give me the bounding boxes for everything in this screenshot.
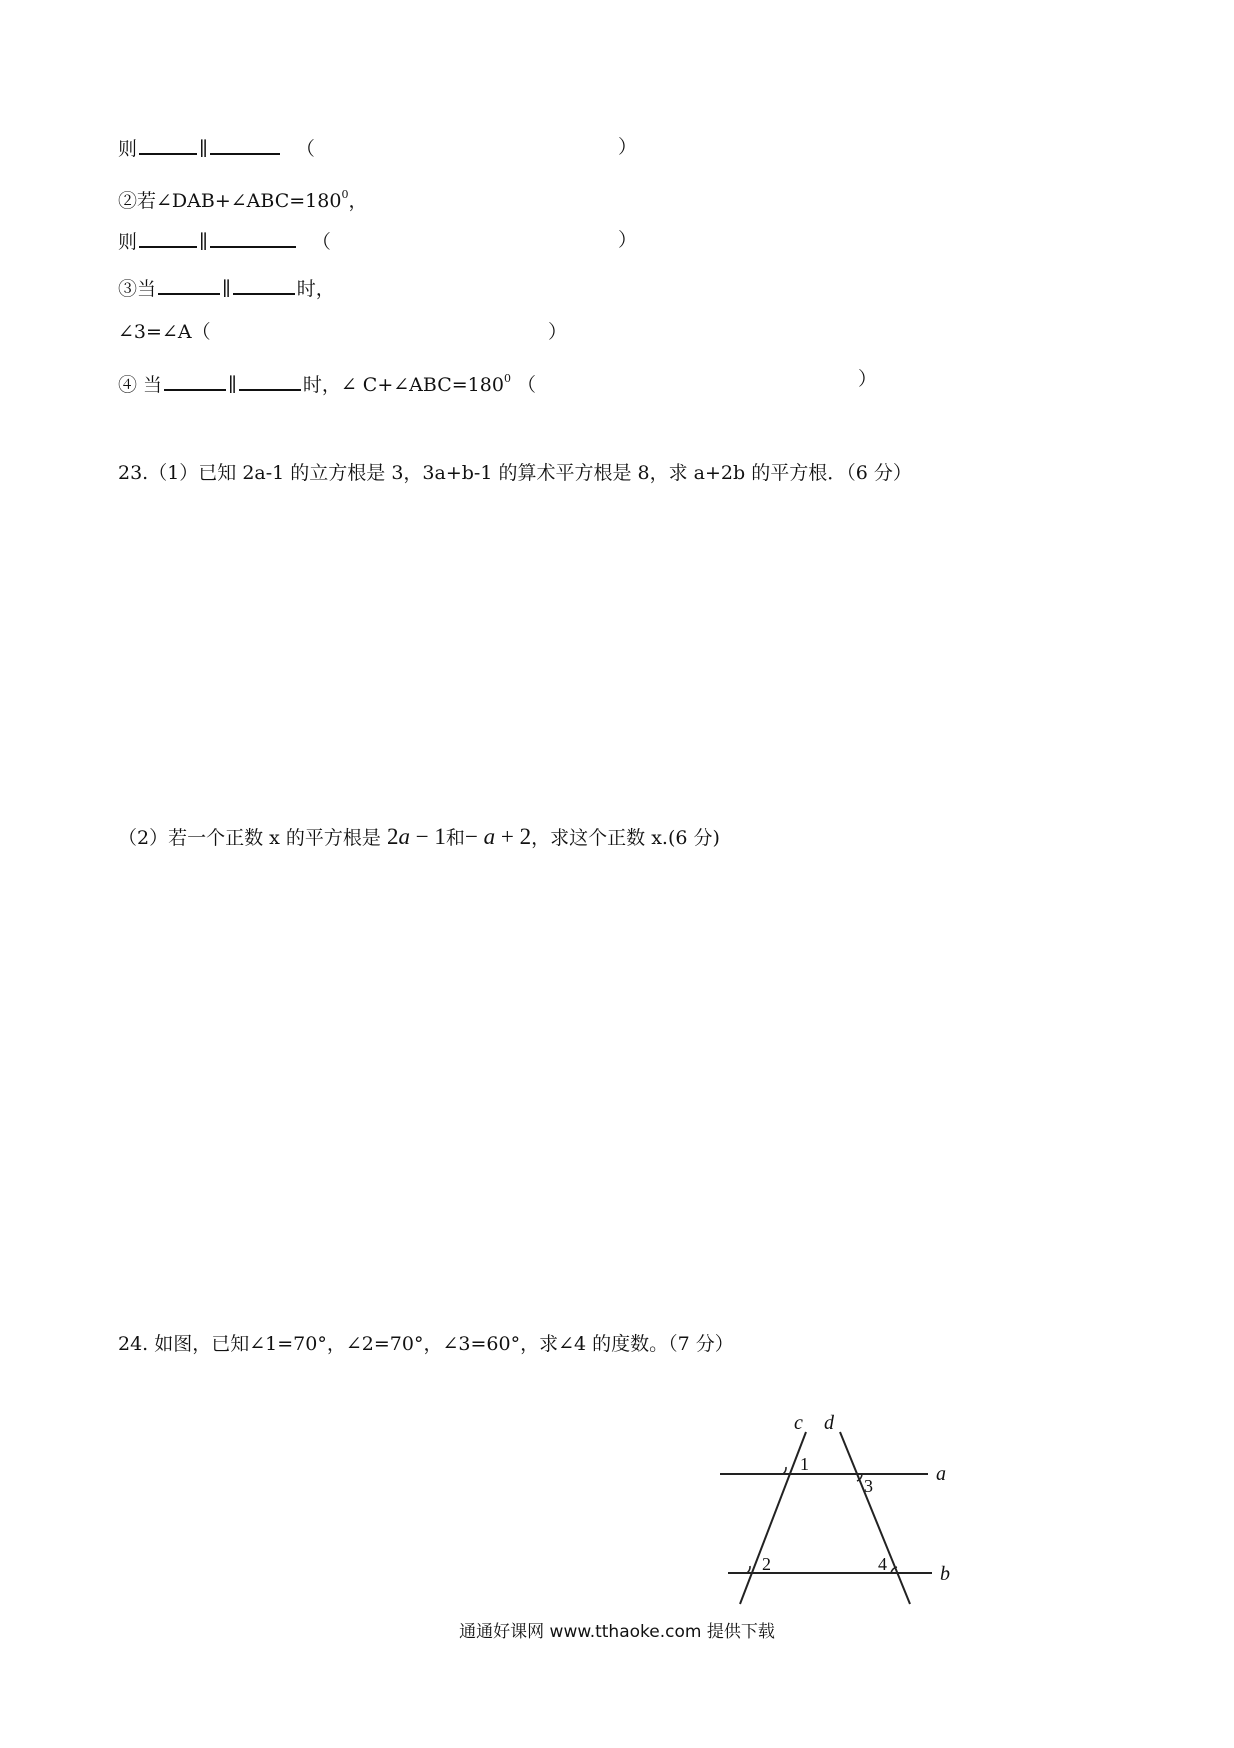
close-paren: ） bbox=[618, 229, 638, 251]
q22-line-6 bbox=[118, 367, 536, 397]
rest: + 2 bbox=[495, 824, 532, 849]
q24-text: 24. 如图，已知∠1=70°，∠2=70°，∠3=60°，求∠4 的度数。（7 分） bbox=[118, 1333, 734, 1355]
label-angle-3: 3 bbox=[864, 1476, 873, 1496]
parallel-lines-figure bbox=[710, 1410, 970, 1610]
q22-line-1 bbox=[118, 135, 315, 161]
label-angle-4: 4 bbox=[878, 1554, 887, 1574]
condition-text: ②若∠DAB+∠ABC=180 bbox=[118, 190, 342, 212]
label-a: a bbox=[936, 1463, 946, 1485]
q22-line-3 bbox=[118, 228, 331, 254]
label-b: b bbox=[940, 1563, 950, 1585]
label-angle-2: 2 bbox=[762, 1554, 771, 1574]
answer-blank[interactable] bbox=[210, 135, 280, 155]
parallel-symbol: ∥ bbox=[199, 138, 208, 160]
parallel-symbol: ∥ bbox=[199, 231, 208, 253]
condition-text: 时，∠ C+∠ABC=180 bbox=[302, 374, 504, 396]
minus: − bbox=[464, 824, 484, 849]
coef: 2 bbox=[386, 824, 399, 849]
parallel-symbol: ∥ bbox=[228, 374, 237, 396]
q23-part1: 23.（1）已知 2a-1 的立方根是 3，3a+b-1 的算术平方根是 8，求 a+2b 的平方根．（6 分） bbox=[118, 462, 912, 484]
then-label: 则 bbox=[118, 231, 138, 253]
answer-blank[interactable] bbox=[164, 371, 226, 391]
angle-2-arc bbox=[747, 1566, 750, 1573]
variable: a bbox=[483, 824, 496, 849]
label-c: c bbox=[794, 1412, 803, 1434]
variable: a bbox=[398, 824, 410, 849]
then-label: 则 bbox=[118, 138, 138, 160]
answer-blank[interactable] bbox=[210, 228, 296, 248]
answer-blank[interactable] bbox=[239, 371, 301, 391]
degree-superscript: 0 bbox=[341, 188, 349, 201]
when-label: ④ 当 bbox=[118, 374, 163, 396]
close-paren: ） bbox=[548, 321, 568, 343]
page-footer: 通通好课网 www.tthaoke.com 提供下载 bbox=[459, 1622, 775, 1642]
answer-blank[interactable] bbox=[139, 228, 197, 248]
q23-part2 bbox=[118, 825, 720, 850]
parallel-symbol: ∥ bbox=[222, 278, 231, 300]
answer-blank[interactable] bbox=[233, 275, 295, 295]
math-expression-1 bbox=[387, 824, 446, 849]
q22-line-5 bbox=[118, 320, 211, 344]
q23-part2-suffix: ，求这个正数 x.(6 分) bbox=[531, 827, 720, 849]
angle-1-arc bbox=[783, 1467, 786, 1474]
angle-equation: ∠3=∠A（ bbox=[118, 321, 211, 343]
answer-blank[interactable] bbox=[158, 275, 220, 295]
open-paren: （ bbox=[295, 138, 315, 160]
close-paren: ） bbox=[618, 136, 638, 158]
comma: ， bbox=[348, 190, 368, 212]
label-angle-1: 1 bbox=[800, 1454, 809, 1474]
line-c bbox=[740, 1432, 806, 1604]
q22-line-4 bbox=[118, 275, 335, 301]
conjunction: 和 bbox=[445, 827, 465, 849]
math-expression-2 bbox=[465, 824, 531, 849]
line-d bbox=[840, 1432, 910, 1604]
label-d: d bbox=[824, 1412, 834, 1434]
answer-blank[interactable] bbox=[139, 135, 197, 155]
when-suffix: 时， bbox=[296, 278, 335, 300]
open-paren: （ bbox=[510, 374, 536, 396]
q23-part2-prefix: （2）若一个正数 x 的平方根是 bbox=[118, 827, 387, 849]
open-paren: （ bbox=[311, 231, 331, 253]
when-label: ③当 bbox=[118, 278, 157, 300]
close-paren: ） bbox=[858, 368, 878, 390]
rest: − 1 bbox=[409, 824, 446, 849]
q22-line-2 bbox=[118, 183, 367, 213]
degree-superscript: 0 bbox=[503, 372, 511, 385]
